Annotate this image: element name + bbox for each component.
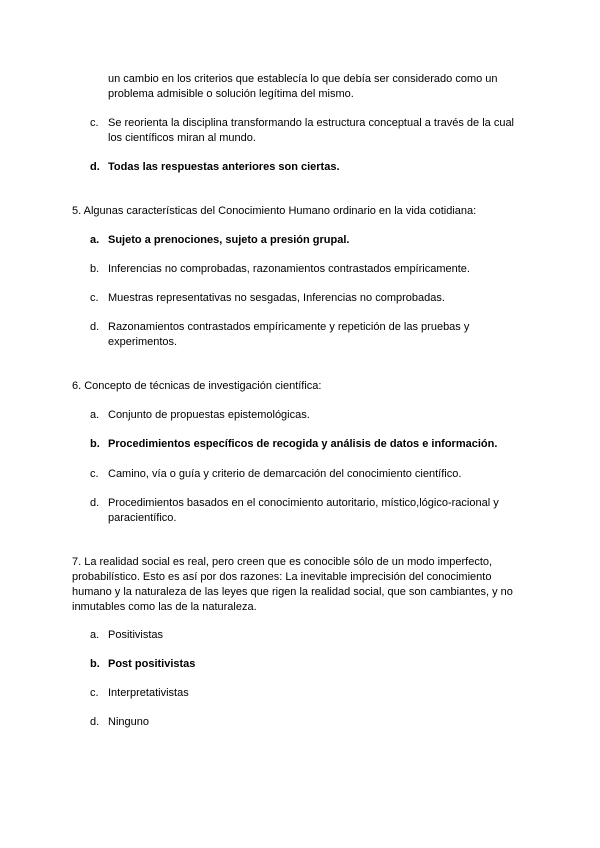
q6-option-c <box>90 467 520 482</box>
option-letter: d. <box>90 497 100 509</box>
previous-option-continuation: un cambio en los criterios que establecía lo que debía ser considerado como un problema admisible o solución legítima del mismo. <box>108 73 498 100</box>
q4-option-d-correct <box>90 160 520 175</box>
option-text: Todas las respuestas anteriores son ciertas. <box>108 161 340 173</box>
option-text: Muestras representativas no sesgadas, Inferencias no comprobadas. <box>108 292 445 304</box>
option-text: Procedimientos basados en el conocimiento autoritario, místico,lógico-racional y paracientífico. <box>108 497 499 524</box>
q7-option-c <box>90 686 520 701</box>
option-letter: d. <box>90 321 100 333</box>
q5-option-a-correct <box>90 233 520 248</box>
option-letter: c. <box>90 292 99 304</box>
option-letter: b. <box>90 658 100 670</box>
option-text: Se reorienta la disciplina transformando la estructura conceptual a través de la cual los científicos miran al mundo. <box>108 117 515 144</box>
option-letter: a. <box>90 629 100 641</box>
question-7-prompt: 7. La realidad social es real, pero creen que es conocible sólo de un modo imperfecto, probabilístico. Esto es así por dos razones: La inevitable imprecisión del conocimiento humano y la naturaleza de las leyes que rigen la realidad social, que son cambiantes, y no inmutables como las de la naturaleza. <box>72 556 513 613</box>
option-text: Procedimientos específicos de recogida y análisis de datos e información. <box>108 438 498 450</box>
option-text: Post positivistas <box>108 658 196 670</box>
option-letter: d. <box>90 716 100 728</box>
option-letter: b. <box>90 263 100 275</box>
q5-option-c <box>90 291 520 306</box>
option-letter: c. <box>90 117 99 129</box>
q5-option-d <box>90 320 520 350</box>
q7-option-d <box>90 715 520 730</box>
question-5-prompt: 5. Algunas características del Conocimiento Humano ordinario en la vida cotidiana: <box>72 205 477 217</box>
option-text: Interpretativistas <box>108 687 189 699</box>
option-letter: c. <box>90 468 99 480</box>
option-text: Razonamientos contrastados empíricamente y repetición de las pruebas y experimentos. <box>108 321 470 348</box>
option-text: Positivistas <box>108 629 164 641</box>
option-text: Sujeto a prenociones, sujeto a presión grupal. <box>108 234 350 246</box>
option-letter: a. <box>90 409 100 421</box>
option-text: Camino, vía o guía y criterio de demarcación del conocimiento científico. <box>108 468 462 480</box>
option-letter: b. <box>90 438 100 450</box>
option-letter: c. <box>90 687 99 699</box>
q6-option-b-correct <box>90 437 520 452</box>
question-6-prompt: 6. Concepto de técnicas de investigación científica: <box>72 380 322 392</box>
option-text: Conjunto de propuestas epistemológicas. <box>108 409 310 421</box>
option-text: Inferencias no comprobadas, razonamientos contrastados empíricamente. <box>108 263 470 275</box>
option-letter: a. <box>90 234 100 246</box>
q7-option-b-correct <box>90 657 520 672</box>
option-text: Ninguno <box>108 716 149 728</box>
option-letter: d. <box>90 161 100 173</box>
q6-option-a <box>90 408 520 423</box>
q7-option-a <box>90 628 520 643</box>
q4-option-c <box>90 116 520 146</box>
q6-option-d <box>90 496 520 526</box>
q5-option-b <box>90 262 520 277</box>
